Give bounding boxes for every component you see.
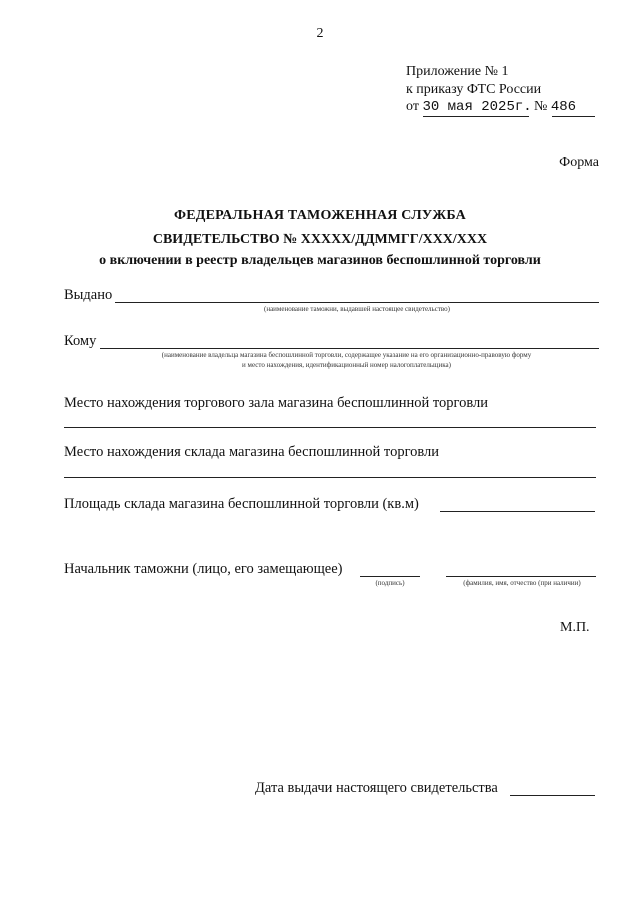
issue-date-label: Дата выдачи настоящего свидетельства [255,780,498,796]
appendix-line-1: Приложение № 1 [406,64,509,79]
to-hint-line-2: и место нахождения, идентификационный номер налогоплательщика) [242,361,451,369]
certificate-subtitle: о включении в реестр владельцев магазинов беспошлинной торговли [99,253,541,268]
number-underline [552,116,595,117]
issued-label: Выдано [64,287,113,303]
hall-location-label: Место нахождения торгового зала магазина беспошлинной торговли [64,395,488,411]
to-line [100,348,599,349]
chief-label: Начальник таможни (лицо, его замещающее) [64,561,343,577]
order-number-row [534,99,576,115]
service-title: ФЕДЕРАЛЬНАЯ ТАМОЖЕННАЯ СЛУЖБА [174,208,466,223]
hall-location-line [64,427,596,428]
date-underline [423,116,529,117]
order-number: 486 [550,99,577,115]
to-hint-line-1: (наименование владельца магазина беспошлинной торговли, содержащее указание на его организационно-правовую форму [161,351,532,359]
warehouse-area-label: Площадь склада магазина беспошлинной торговли (кв.м) [64,496,419,512]
issued-hint: (наименование таможни, выдавшей настоящее свидетельство) [264,305,450,313]
page-number: 2 [316,26,324,41]
name-line [446,576,596,577]
form-label: Форма [559,155,599,170]
warehouse-location-line [64,477,596,478]
appendix-date-row [406,99,532,115]
date-prefix: от [406,99,419,114]
warehouse-area-line [440,511,595,512]
issued-line [115,302,599,303]
order-date: 30 мая 2025г. [422,99,532,115]
stamp-label: М.П. [560,620,590,635]
warehouse-location-label: Место нахождения склада магазина беспошлинной торговли [64,444,440,460]
signature-line [360,576,420,577]
appendix-line-2: к приказу ФТС России [406,82,542,97]
to-label: Кому [64,333,97,349]
signature-hint: (подпись) [375,579,405,587]
issue-date-line [510,795,595,796]
name-hint: (фамилия, имя, отчество (при наличии) [463,579,581,587]
number-prefix: № [534,99,548,114]
certificate-title: СВИДЕТЕЛЬСТВО № ХХХХХ/ДДММГГ/ХХХ/ХХХ [152,232,488,247]
